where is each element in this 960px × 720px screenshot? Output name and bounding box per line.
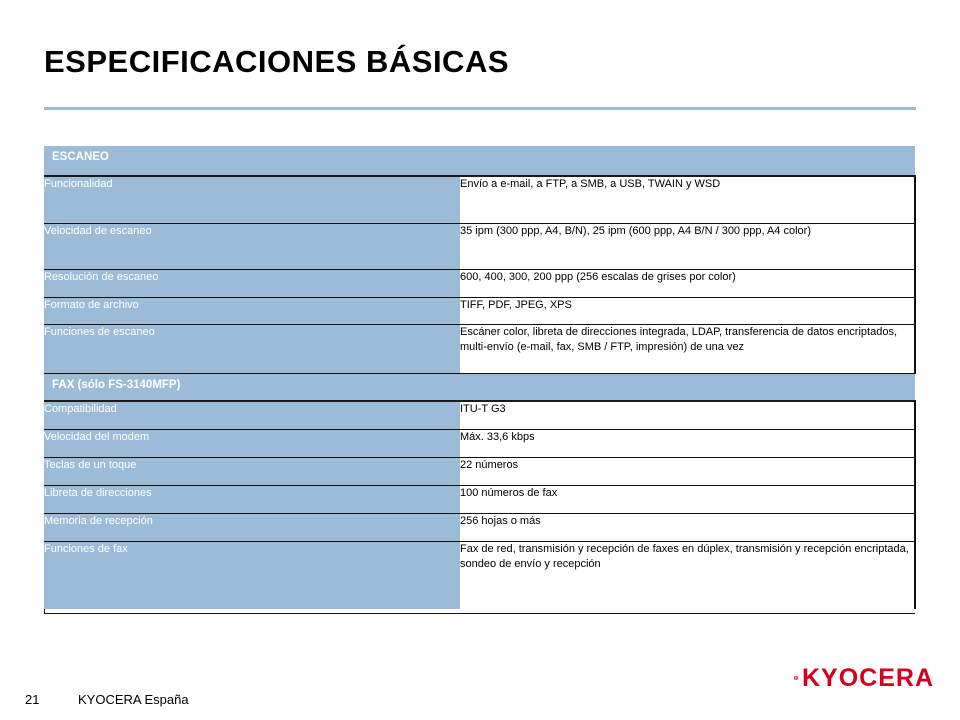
page-number: 21 [25, 692, 40, 707]
spec-label: Velocidad del modem [44, 429, 460, 457]
spec-label: Resolución de escaneo [44, 269, 460, 297]
spec-value: Fax de red, transmisión y recepción de faxes en dúplex, transmisión y recepción encriptada, sondeo de envío y recepción [460, 541, 915, 609]
table-bottom-border [44, 613, 915, 614]
spec-value: TIFF, PDF, JPEG, XPS [460, 297, 915, 324]
footer-company: KYOCERA España [78, 692, 189, 707]
spec-label: Memoria de recepción [44, 513, 460, 541]
section-title-scan: ESCANEO [44, 146, 915, 176]
spec-value: Envío a e-mail, a FTP, a SMB, a USB, TWAIN y WSD [460, 176, 915, 223]
kyocera-logo-text: KYOCERA [801, 663, 934, 692]
table-row [44, 541, 915, 609]
table-row [44, 297, 915, 324]
spec-label: Funciones de escaneo [44, 324, 460, 373]
spec-label: Formato de archivo [44, 297, 460, 324]
table-row [44, 269, 915, 297]
spec-label: Funcionalidad [44, 176, 460, 223]
spec-value: 35 ipm (300 ppp, A4, B/N), 25 ipm (600 ppp, A4 B/N / 300 ppp, A4 color) [460, 223, 915, 269]
page-title: ESPECIFICACIONES BÁSICAS [44, 44, 510, 79]
spec-label: Libreta de direcciones [44, 485, 460, 513]
spec-table [44, 146, 916, 609]
kyocera-logo-icon [794, 663, 798, 693]
spec-value: 100 números de fax [460, 485, 915, 513]
table-row [44, 176, 915, 223]
spec-value: 600, 400, 300, 200 ppp (256 escalas de grises por color) [460, 269, 915, 297]
table-row [44, 457, 915, 485]
spec-value: ITU-T G3 [460, 401, 915, 429]
table-row [44, 513, 915, 541]
section-title-fax: FAX (sólo FS-3140MFP) [44, 373, 915, 401]
spec-label: Velocidad de escaneo [44, 223, 460, 269]
spec-label: Compatibilidad [44, 401, 460, 429]
spec-value: 22 números [460, 457, 915, 485]
table-row [44, 429, 915, 457]
kyocera-logo [794, 659, 934, 697]
table-row [44, 485, 915, 513]
spec-value: Máx. 33,6 kbps [460, 429, 915, 457]
spec-value: Escáner color, libreta de direcciones integrada, LDAP, transferencia de datos encriptados, multi-envío (e-mail, fax, SMB / FTP, impresión) de una vez [460, 324, 915, 373]
section-header-fax [44, 373, 915, 401]
spec-value: 256 hojas o más [460, 513, 915, 541]
title-divider [44, 107, 916, 110]
section-header-scan [44, 146, 915, 176]
table-row [44, 324, 915, 373]
spec-label: Funciones de fax [44, 541, 460, 609]
spec-label: Teclas de un toque [44, 457, 460, 485]
table-row [44, 223, 915, 269]
table-row [44, 401, 915, 429]
